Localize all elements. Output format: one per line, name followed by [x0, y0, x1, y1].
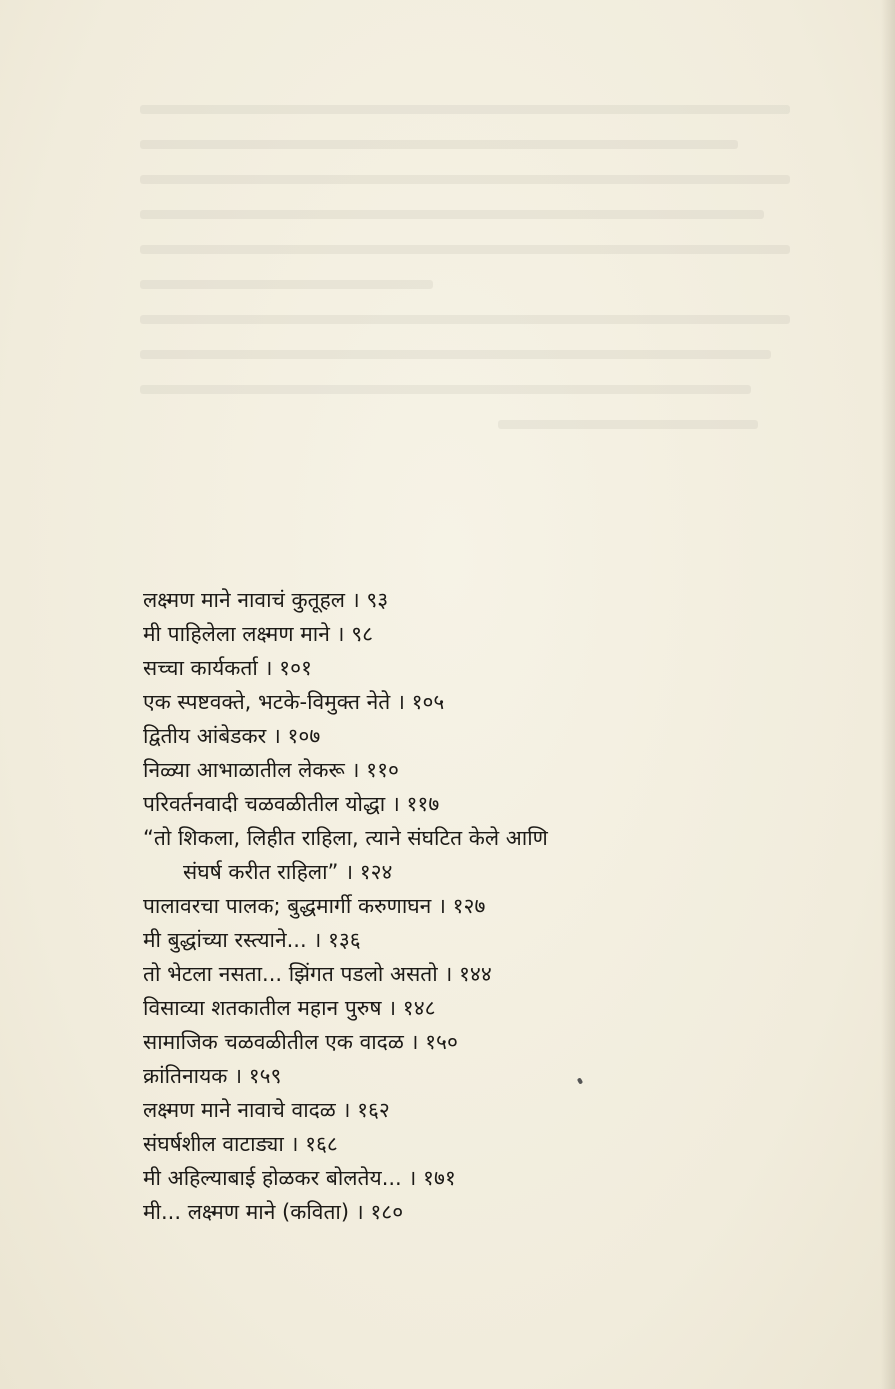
toc-separator: । [437, 962, 460, 986]
table-of-contents [143, 583, 743, 1229]
toc-separator: । [338, 860, 360, 884]
toc-entry-page: १२७ [452, 894, 486, 918]
toc-entry [143, 583, 743, 617]
toc-separator: । [227, 1064, 249, 1088]
toc-entry-title: पालावरचा पालक; बुद्धमार्गी करुणाघन [143, 894, 432, 918]
toc-entry-title: एक स्पष्टवक्ते, भटके-विमुक्त नेते [143, 690, 391, 714]
toc-entry-title: संघर्षशील वाटाड्या [143, 1132, 284, 1156]
toc-entry [143, 1059, 743, 1093]
toc-separator: । [335, 1098, 358, 1122]
toc-entry-title: क्रांतिनायक [143, 1064, 228, 1088]
page-edge-shadow [881, 0, 895, 1389]
toc-separator: । [306, 928, 328, 952]
toc-entry-title: परिवर्तनवादी चळवळीतील योद्धा [143, 792, 386, 816]
toc-entry-title: सामाजिक चळवळीतील एक वादळ [143, 1030, 404, 1054]
toc-separator: । [257, 656, 280, 680]
toc-entry-title: विसाव्या शतकातील महान पुरुष [143, 996, 382, 1020]
toc-separator: । [349, 1200, 371, 1224]
toc-entry [143, 719, 743, 753]
toc-entry [143, 787, 743, 821]
toc-entry [143, 1161, 743, 1195]
toc-entry-page: १२४ [359, 860, 393, 884]
toc-separator: । [381, 996, 403, 1020]
toc-entry [143, 957, 743, 991]
toc-separator: । [431, 894, 453, 918]
toc-entry-page: १३६ [327, 928, 361, 952]
toc-entry [143, 889, 743, 923]
toc-entry-page: १०५ [411, 690, 445, 714]
toc-entry [143, 991, 743, 1025]
toc-separator: । [390, 690, 412, 714]
toc-entry-page: ९३ [366, 588, 389, 612]
toc-entry-title: मी अहिल्याबाई होळकर बोलतेय... [143, 1166, 402, 1190]
toc-entry [143, 651, 743, 685]
toc-entry-page: १०१ [279, 656, 312, 680]
toc-entry-title: मी पाहिलेला लक्ष्मण माने [143, 622, 330, 646]
toc-entry-page: १५९ [248, 1064, 282, 1088]
toc-entry-page: १५० [425, 1030, 458, 1054]
toc-entry-title: “तो शिकला, लिहीत राहिला, त्याने संघटित केले आणि [143, 826, 548, 850]
toc-entry-page: १८० [370, 1200, 404, 1224]
toc-entry [143, 923, 743, 957]
toc-entry-title: संघर्ष करीत राहिला” [183, 860, 339, 884]
toc-entry-page: ११० [366, 758, 399, 782]
toc-entry-page: ११७ [406, 792, 440, 816]
toc-entry-page: १४८ [402, 996, 436, 1020]
toc-entry [143, 855, 743, 889]
toc-separator: । [345, 588, 367, 612]
show-through-text [140, 105, 790, 485]
toc-entry [143, 821, 743, 855]
toc-separator: । [283, 1132, 306, 1156]
toc-entry-title: निळ्या आभाळातील लेकरू [143, 758, 345, 782]
toc-entry [143, 1195, 743, 1229]
toc-entry-title: लक्ष्मण माने नावाचं कुतूहल [143, 588, 346, 612]
toc-entry-title: द्वितीय आंबेडकर [143, 724, 267, 748]
toc-entry-title: सच्चा कार्यकर्ता [143, 656, 258, 680]
toc-entry-page: १६८ [305, 1132, 338, 1156]
toc-entry-title: मी बुद्धांच्या रस्त्याने... [143, 928, 307, 952]
toc-entry [143, 685, 743, 719]
toc-entry [143, 617, 743, 651]
toc-entry [143, 753, 743, 787]
toc-separator: । [385, 792, 407, 816]
toc-separator: । [329, 622, 352, 646]
toc-separator: । [403, 1030, 426, 1054]
toc-entry-title: लक्ष्मण माने नावाचे वादळ [143, 1098, 336, 1122]
toc-separator: । [401, 1166, 424, 1190]
toc-entry-page: १४४ [459, 962, 492, 986]
toc-entry [143, 1025, 743, 1059]
toc-entry-page: १७१ [423, 1166, 456, 1190]
toc-entry-page: ९८ [351, 622, 374, 646]
toc-entry-title: तो भेटला नसता... झिंगत पडलो असतो [143, 962, 438, 986]
toc-separator: । [344, 758, 367, 782]
toc-entry [143, 1093, 743, 1127]
toc-entry-title: मी... लक्ष्मण माने (कविता) [143, 1200, 350, 1224]
toc-separator: । [266, 724, 288, 748]
toc-entry-page: १०७ [287, 724, 321, 748]
toc-entry-page: १६२ [357, 1098, 390, 1122]
toc-entry [143, 1127, 743, 1161]
